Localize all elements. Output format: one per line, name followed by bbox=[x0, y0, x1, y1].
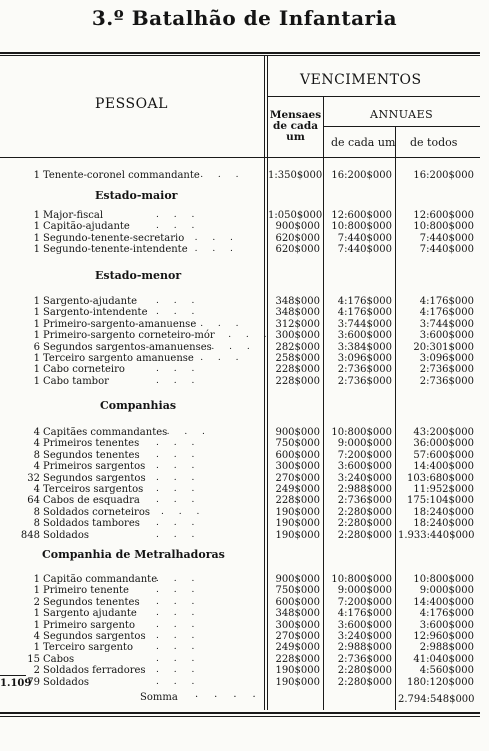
row-quantity: 1 bbox=[33, 232, 40, 244]
row-monthly-pay: 300$000 bbox=[275, 330, 320, 342]
table-row bbox=[0, 631, 480, 642]
row-annual-each: 3:600$000 bbox=[337, 461, 392, 473]
row-annual-each: 9:000$000 bbox=[337, 438, 392, 450]
row-rank-name: Cabos de esquadra bbox=[43, 495, 140, 507]
row-annual-total: 9:000$000 bbox=[419, 585, 474, 597]
row-rank-name: Capitão commandante bbox=[43, 574, 158, 585]
row-annual-total: 3:096$000 bbox=[419, 353, 474, 364]
row-leader-dots: . . . bbox=[211, 341, 256, 352]
row-annual-total: 4:560$000 bbox=[419, 665, 474, 677]
row-quantity: 1 bbox=[33, 330, 40, 342]
row-quantity: 848 bbox=[20, 529, 40, 541]
row-leader-dots: . . . bbox=[194, 232, 239, 243]
row-rank-name: Terceiro sargento bbox=[43, 642, 133, 654]
table-row bbox=[0, 210, 480, 221]
row-rank-name: Cabo corneteiro bbox=[43, 364, 125, 376]
bottom-rule-thin bbox=[0, 716, 480, 717]
row-annual-total: 2:988$000 bbox=[419, 642, 474, 654]
row-annual-total: 4:176$000 bbox=[419, 307, 474, 319]
row-quantity: 1 bbox=[33, 307, 40, 319]
row-quantity: 1 bbox=[33, 619, 40, 631]
row-annual-total: 10:800$000 bbox=[413, 221, 474, 233]
table-row bbox=[0, 507, 480, 518]
row-leader-dots: . . . bbox=[156, 574, 201, 584]
row-rank-name: Primeiros sargentos bbox=[43, 461, 146, 473]
row-rank-name: Segundos sargentos bbox=[43, 631, 146, 642]
row-quantity: 79 bbox=[27, 676, 40, 688]
table-row bbox=[0, 665, 480, 676]
row-monthly-pay: 1:350$000 bbox=[268, 170, 323, 181]
row-annual-total: 7:440$000 bbox=[419, 244, 474, 256]
row-leader-dots: . . . bbox=[156, 375, 201, 386]
row-monthly-pay: 900$000 bbox=[275, 221, 320, 233]
row-quantity: 6 bbox=[33, 341, 40, 353]
row-annual-each: 2:736$000 bbox=[337, 375, 392, 387]
row-rank-name: Cabo tambor bbox=[43, 375, 109, 387]
row-monthly-pay: 190$000 bbox=[275, 665, 320, 677]
row-monthly-pay: 282$000 bbox=[275, 341, 320, 353]
row-rank-name: Segundo-tenente-intendente bbox=[43, 244, 188, 256]
table-row bbox=[0, 484, 480, 495]
row-quantity: 32 bbox=[27, 472, 40, 484]
row-leader-dots: . . . bbox=[200, 170, 245, 180]
row-annual-each: 4:176$000 bbox=[337, 608, 392, 620]
somma-label: Somma bbox=[140, 692, 178, 703]
row-annual-total: 41:040$000 bbox=[413, 653, 474, 665]
row-annual-total: 7:440$000 bbox=[419, 232, 474, 244]
table-row bbox=[0, 319, 480, 330]
vencimentos-underline bbox=[268, 96, 480, 97]
row-annual-each: 4:176$000 bbox=[337, 307, 392, 319]
row-monthly-pay: 750$000 bbox=[275, 438, 320, 450]
row-leader-dots: . . . bbox=[200, 318, 245, 329]
row-quantity: 1 bbox=[33, 221, 40, 233]
row-annual-each: 3:384$000 bbox=[337, 341, 392, 353]
row-rank-name: Soldados bbox=[43, 676, 89, 688]
row-annual-each: 2:280$000 bbox=[337, 665, 392, 677]
row-leader-dots: . . . bbox=[156, 608, 201, 619]
row-annual-each: 3:240$000 bbox=[337, 472, 392, 484]
row-leader-dots: . . . bbox=[156, 653, 201, 664]
row-monthly-pay: 190$000 bbox=[275, 506, 320, 518]
row-annual-each: 2:988$000 bbox=[337, 484, 392, 495]
row-quantity: 1 bbox=[33, 585, 40, 597]
row-annual-each: 7:200$000 bbox=[337, 449, 392, 461]
header-pessoal: PESSOAL bbox=[95, 96, 168, 112]
row-leader-dots: . . . bbox=[228, 330, 273, 341]
row-annual-each: 7:200$000 bbox=[337, 596, 392, 608]
row-leader-dots: . . . bbox=[156, 495, 201, 506]
header-annuaes: ANNUAES bbox=[370, 108, 434, 121]
row-annual-total: 11:952$000 bbox=[413, 484, 474, 495]
row-quantity: 1 bbox=[33, 375, 40, 387]
row-annual-each: 16:200$000 bbox=[331, 170, 392, 181]
row-monthly-pay: 190$000 bbox=[275, 676, 320, 688]
row-rank-name: Primeiros tenentes bbox=[43, 438, 140, 450]
row-annual-each: 3:096$000 bbox=[337, 353, 392, 364]
row-annual-total: 12:600$000 bbox=[413, 210, 474, 221]
table-row bbox=[0, 438, 480, 449]
table-row bbox=[0, 461, 480, 472]
row-annual-total: 1.933:440$000 bbox=[398, 529, 475, 541]
row-annual-each: 2:280$000 bbox=[337, 518, 392, 530]
row-quantity: 15 bbox=[27, 653, 40, 665]
row-leader-dots: . . . bbox=[161, 506, 206, 517]
row-rank-name: Sargento ajudante bbox=[43, 608, 137, 620]
table-row bbox=[0, 574, 480, 585]
row-monthly-pay: 249$000 bbox=[275, 484, 320, 495]
row-monthly-pay: 228$000 bbox=[275, 495, 320, 507]
row-monthly-pay: 300$000 bbox=[275, 619, 320, 631]
table-row bbox=[0, 364, 480, 375]
row-monthly-pay: 190$000 bbox=[275, 518, 320, 530]
section-heading: Estado-maior bbox=[95, 189, 178, 202]
table-row bbox=[0, 307, 480, 318]
row-quantity: 1 bbox=[33, 170, 40, 181]
row-leader-dots: . . . bbox=[156, 484, 201, 494]
annuaes-underline bbox=[324, 126, 480, 127]
row-quantity: 1 bbox=[33, 574, 40, 585]
row-rank-name: Primeiro-sargento-amanuense bbox=[43, 318, 197, 330]
row-rank-name: Segundos tenentes bbox=[43, 449, 140, 461]
row-annual-total: 16:200$000 bbox=[413, 170, 474, 181]
row-annual-each: 4:176$000 bbox=[337, 296, 392, 307]
row-annual-each: 10:800$000 bbox=[331, 427, 392, 438]
row-leader-dots: . . . bbox=[156, 529, 201, 540]
row-annual-total: 14:400$000 bbox=[413, 461, 474, 473]
row-quantity: 2 bbox=[33, 665, 40, 677]
row-rank-name: Cabos bbox=[43, 653, 75, 665]
row-monthly-pay: 300$000 bbox=[275, 461, 320, 473]
table-row bbox=[0, 342, 480, 353]
row-quantity: 8 bbox=[33, 449, 40, 461]
row-annual-each: 7:440$000 bbox=[337, 244, 392, 256]
row-rank-name: Soldados tambores bbox=[43, 518, 140, 530]
row-annual-total: 43:200$000 bbox=[413, 427, 474, 438]
row-quantity: 1 bbox=[33, 364, 40, 376]
row-leader-dots: . . . bbox=[156, 596, 201, 607]
row-annual-each: 3:240$000 bbox=[337, 631, 392, 642]
row-monthly-pay: 900$000 bbox=[275, 574, 320, 585]
row-quantity: 64 bbox=[27, 495, 40, 507]
table-row bbox=[0, 608, 480, 619]
row-quantity: 4 bbox=[33, 461, 40, 473]
table-row bbox=[0, 495, 480, 506]
row-rank-name: Soldados corneteiros bbox=[43, 506, 150, 518]
row-annual-each: 10:800$000 bbox=[331, 221, 392, 233]
row-monthly-pay: 348$000 bbox=[275, 296, 320, 307]
header-bottom-rule bbox=[0, 157, 480, 158]
row-annual-each: 2:736$000 bbox=[337, 653, 392, 665]
row-monthly-pay: 228$000 bbox=[275, 375, 320, 387]
row-annual-total: 180:120$000 bbox=[407, 676, 474, 688]
row-quantity: 1 bbox=[33, 318, 40, 330]
row-leader-dots: . . . bbox=[156, 665, 201, 676]
row-leader-dots: . . . bbox=[156, 472, 201, 483]
row-leader-dots: . . . bbox=[156, 438, 201, 449]
row-annual-total: 4:176$000 bbox=[419, 296, 474, 307]
row-monthly-pay: 620$000 bbox=[275, 232, 320, 244]
table-row bbox=[0, 221, 480, 232]
row-quantity: 2 bbox=[33, 596, 40, 608]
row-annual-each: 10:800$000 bbox=[331, 574, 392, 585]
row-rank-name: Capitão-ajudante bbox=[43, 221, 130, 233]
row-annual-each: 2:280$000 bbox=[337, 676, 392, 688]
row-quantity: 4 bbox=[33, 427, 40, 438]
somma-value: 2.794:548$000 bbox=[398, 694, 475, 705]
somma-dots: ···· bbox=[195, 692, 272, 703]
row-annual-total: 20:301$000 bbox=[413, 341, 474, 353]
page-title: 3.º Batalhão de Infantaria bbox=[91, 6, 398, 30]
header-mensaes: Mensaes de cada um bbox=[269, 109, 322, 143]
row-monthly-pay: 900$000 bbox=[275, 427, 320, 438]
row-quantity: 1 bbox=[33, 244, 40, 256]
table-row bbox=[0, 450, 480, 461]
row-leader-dots: . . . bbox=[194, 244, 239, 255]
row-rank-name: Primeiro sargento bbox=[43, 619, 135, 631]
row-leader-dots: . . . bbox=[156, 449, 201, 460]
row-annual-total: 18:240$000 bbox=[413, 506, 474, 518]
table-row bbox=[0, 427, 480, 438]
table-row bbox=[0, 170, 480, 181]
table-row bbox=[0, 597, 480, 608]
row-annual-total: 3:600$000 bbox=[419, 330, 474, 342]
row-rank-name: Soldados ferradores bbox=[43, 665, 146, 677]
row-annual-total: 57:600$000 bbox=[413, 449, 474, 461]
row-annual-each: 3:600$000 bbox=[337, 330, 392, 342]
row-annual-each: 2:988$000 bbox=[337, 642, 392, 654]
header-de-todos: de todos bbox=[410, 136, 458, 149]
section-heading: Companhia de Metralhadoras bbox=[42, 548, 225, 561]
row-annual-each: 2:736$000 bbox=[337, 364, 392, 376]
table-row bbox=[0, 330, 480, 341]
table-row bbox=[0, 353, 480, 364]
row-monthly-pay: 348$000 bbox=[275, 307, 320, 319]
row-annual-each: 2:280$000 bbox=[337, 506, 392, 518]
row-annual-each: 3:600$000 bbox=[337, 619, 392, 631]
row-leader-dots: . . . bbox=[156, 307, 201, 318]
row-rank-name: Soldados bbox=[43, 529, 89, 541]
row-quantity: 8 bbox=[33, 506, 40, 518]
row-rank-name: Primeiro-sargento corneteiro-mór bbox=[43, 330, 215, 342]
row-monthly-pay: 270$000 bbox=[275, 472, 320, 484]
row-quantity: 4 bbox=[33, 484, 40, 495]
total-qty: 1.109 bbox=[0, 678, 32, 689]
row-annual-each: 9:000$000 bbox=[337, 585, 392, 597]
row-monthly-pay: 228$000 bbox=[275, 364, 320, 376]
row-monthly-pay: 1:050$000 bbox=[268, 210, 323, 221]
row-rank-name: Capitães commandantes bbox=[43, 427, 168, 438]
section-heading: Companhias bbox=[100, 399, 177, 412]
table-row bbox=[0, 642, 480, 653]
table-row bbox=[0, 518, 480, 529]
row-annual-total: 103:680$000 bbox=[407, 472, 474, 484]
row-rank-name: Major-fiscal bbox=[43, 210, 104, 221]
row-leader-dots: . . . bbox=[156, 585, 201, 596]
row-monthly-pay: 190$000 bbox=[275, 529, 320, 541]
row-monthly-pay: 228$000 bbox=[275, 653, 320, 665]
row-rank-name: Segundos tenentes bbox=[43, 596, 140, 608]
row-rank-name: Sargento-ajudante bbox=[43, 296, 138, 307]
row-quantity: 8 bbox=[33, 518, 40, 530]
total-qty-rule bbox=[0, 675, 26, 676]
row-annual-total: 2:736$000 bbox=[419, 364, 474, 376]
row-annual-each: 7:440$000 bbox=[337, 232, 392, 244]
row-leader-dots: . . . bbox=[156, 642, 201, 653]
bottom-rule bbox=[0, 712, 480, 714]
row-rank-name: Sargento-intendente bbox=[43, 307, 148, 319]
header-vencimentos: VENCIMENTOS bbox=[300, 72, 422, 88]
row-quantity: 1 bbox=[33, 296, 40, 307]
row-annual-total: 10:800$000 bbox=[413, 574, 474, 585]
row-annual-each: 2:736$000 bbox=[337, 495, 392, 507]
row-leader-dots: . . . bbox=[156, 631, 201, 641]
row-annual-total: 3:744$000 bbox=[419, 318, 474, 330]
row-leader-dots: . . . bbox=[156, 518, 201, 529]
row-monthly-pay: 750$000 bbox=[275, 585, 320, 597]
row-rank-name: Segundos sargentos bbox=[43, 472, 146, 484]
row-leader-dots: . . . bbox=[156, 221, 201, 232]
row-rank-name: Primeiro tenente bbox=[43, 585, 129, 597]
table-row bbox=[0, 233, 480, 244]
row-monthly-pay: 249$000 bbox=[275, 642, 320, 654]
row-leader-dots: . . . bbox=[200, 353, 245, 363]
table-row bbox=[0, 376, 480, 387]
row-monthly-pay: 258$000 bbox=[275, 353, 320, 364]
row-quantity: 1 bbox=[33, 210, 40, 221]
row-leader-dots: . . . bbox=[156, 676, 201, 687]
row-quantity: 1 bbox=[33, 353, 40, 364]
row-quantity: 4 bbox=[33, 438, 40, 450]
row-quantity: 1 bbox=[33, 608, 40, 620]
row-monthly-pay: 620$000 bbox=[275, 244, 320, 256]
row-quantity: 1 bbox=[33, 642, 40, 654]
row-monthly-pay: 600$000 bbox=[275, 449, 320, 461]
row-annual-total: 18:240$000 bbox=[413, 518, 474, 530]
top-rule bbox=[0, 52, 480, 54]
row-monthly-pay: 270$000 bbox=[275, 631, 320, 642]
row-rank-name: Segundo-tenente-secretario bbox=[43, 232, 185, 244]
table-row bbox=[0, 244, 480, 255]
row-quantity: 4 bbox=[33, 631, 40, 642]
row-monthly-pay: 600$000 bbox=[275, 596, 320, 608]
table-row bbox=[0, 585, 480, 596]
row-rank-name: Tenente-coronel commandante bbox=[43, 170, 200, 181]
row-annual-total: 2:736$000 bbox=[419, 375, 474, 387]
row-rank-name: Terceiro sargento amanuense bbox=[43, 353, 194, 364]
table-row bbox=[0, 620, 480, 631]
row-monthly-pay: 312$000 bbox=[275, 318, 320, 330]
row-annual-total: 3:600$000 bbox=[419, 619, 474, 631]
row-annual-total: 12:960$000 bbox=[413, 631, 474, 642]
header-de-cada-um: de cada um bbox=[331, 136, 396, 149]
row-rank-name: Terceiros sargentos bbox=[43, 484, 144, 495]
row-rank-name: Segundos sargentos-amanuenses bbox=[43, 341, 212, 353]
row-annual-total: 14:400$000 bbox=[413, 596, 474, 608]
row-leader-dots: . . . bbox=[166, 427, 211, 437]
table-row bbox=[0, 473, 480, 484]
row-leader-dots: . . . bbox=[156, 619, 201, 630]
row-monthly-pay: 348$000 bbox=[275, 608, 320, 620]
row-annual-each: 12:600$000 bbox=[331, 210, 392, 221]
section-heading: Estado-menor bbox=[95, 269, 182, 282]
row-leader-dots: . . . bbox=[156, 461, 201, 472]
table-row bbox=[0, 677, 480, 688]
row-leader-dots: . . . bbox=[156, 210, 201, 220]
row-annual-each: 2:280$000 bbox=[337, 529, 392, 541]
row-leader-dots: . . . bbox=[156, 296, 201, 306]
row-annual-total: 36:000$000 bbox=[413, 438, 474, 450]
table-row bbox=[0, 654, 480, 665]
row-annual-each: 3:744$000 bbox=[337, 318, 392, 330]
table-row bbox=[0, 530, 480, 541]
row-leader-dots: . . . bbox=[156, 364, 201, 375]
row-annual-total: 175:104$000 bbox=[407, 495, 474, 507]
table-row bbox=[0, 296, 480, 307]
row-annual-total: 4:176$000 bbox=[419, 608, 474, 620]
top-rule-thin bbox=[0, 55, 480, 56]
